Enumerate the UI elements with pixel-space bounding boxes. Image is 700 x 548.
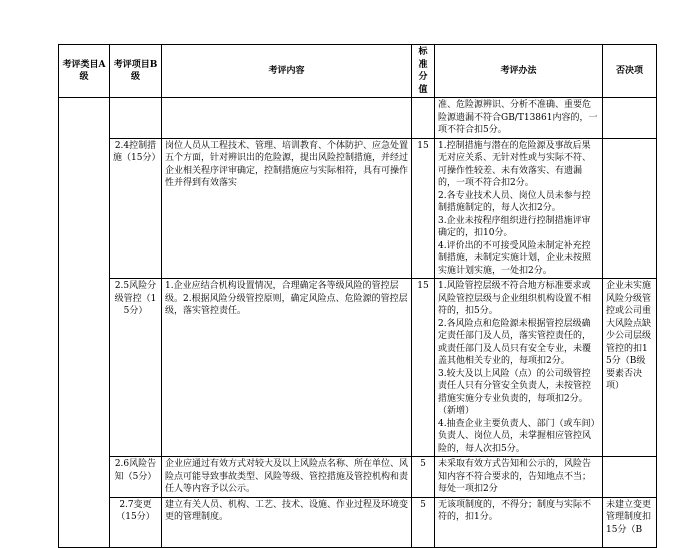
veto-cell	[603, 457, 657, 498]
content-cell: 企业应通过有效方式对较大及以上风险点名称、所在单位、风险点可能导致事故类型、风险等级、管控措施及管控机构和责任人等内容予以公示。	[162, 457, 412, 498]
content-cell: 建立有关人员、机构、工艺、技术、设施、作业过程及环境变更的管理制度。	[162, 497, 412, 547]
method-line: 无该项制度的，不得分；制度与实际不符的，扣1分。	[438, 499, 592, 522]
method-line: 1.控制措施与潜在的危险源及事故后果无对应关系、无针对性或与实际不符、可操作性较差、未有效落实、有遗漏的，一项不符合扣2分。	[438, 140, 592, 188]
method-line: 2.各风险点和危险源未根据管控层级确定责任部门及人员，落实管控责任的，或责任部门及人员只有安全专业，未覆盖其他相关专业的，每项扣2分。	[438, 318, 592, 366]
method-cell	[435, 279, 603, 457]
veto-cell: 未建立变更管理制度扣15分（B	[603, 497, 657, 547]
method-line: 1.风险管控层级不符合地方标准要求或风险管控层级与企业组织机构设置不相符的，扣5分。	[438, 281, 592, 316]
header-content: 考评内容	[162, 45, 412, 98]
table-row	[59, 279, 657, 457]
method-cell	[435, 457, 603, 498]
method-line: 3.较大及以上风险（点）的公司级管控责任人只有分管安全负责人，未按管控措施实施分专业负责的，每项扣2分。（新增）	[438, 368, 592, 416]
header-row	[59, 45, 657, 98]
header-veto: 否决项	[603, 45, 657, 98]
method-cell	[435, 98, 603, 139]
content-cell	[162, 98, 412, 139]
content-cell: 岗位人员从工程技术、管理、培训教育、个体防护、应急处置五个方面，针对辨识出的危险源，提出风险控制措施，并经过企业相关程序评审确定，控制措施应与实际相符，具有可操作性并得到有效落实	[162, 138, 412, 279]
header-score: 标准分值	[412, 45, 435, 98]
method-line: 3.企业未按程序组织进行控制措施评审确定的，扣10分。	[438, 215, 591, 238]
content-cell: 1.企业应结合机构设置情况，合理确定各等级风险的管控层级。2.根据风险分级管控原则，确定风险点、危险源的管控层级，落实管控责任。	[162, 279, 412, 457]
method-cell	[435, 497, 603, 547]
score-cell	[412, 98, 435, 139]
method-line: 2.各专业技术人员、岗位人员未参与控制措施制定的，每人次扣2分。	[438, 190, 591, 213]
veto-cell	[603, 98, 657, 139]
evaluation-table	[58, 44, 657, 548]
table-row	[59, 457, 657, 498]
item-b-cell: 2.7变更（15分）	[110, 497, 162, 547]
header-method: 考评办法	[435, 45, 603, 98]
item-b-cell	[110, 98, 162, 139]
header-category-a: 考评类目A级	[59, 45, 110, 98]
veto-cell: 企业未实施风险分级管控或公司重大风险点缺少公司层级管控的扣15分（B级要素否决项）	[603, 279, 657, 457]
item-b-cell: 2.5风险分级管控（15分）	[110, 279, 162, 457]
evaluation-table-page	[58, 44, 656, 535]
method-line: 4.评价出的不可接受风险未制定补充控制措施，未制定实施计划，企业未按照实施计划实施，一处扣2分。	[438, 240, 592, 276]
score-cell: 15	[412, 138, 435, 279]
method-line: 未采取有效方式告知和公示的，风险告知内容不符合要求的，告知地点不当；每处一项扣2分	[438, 459, 592, 494]
method-line: 准、危险源辨识、分析不准确、重要危险源遗漏不符合GB/T13861内容的，一项不符合扣5分。	[438, 100, 598, 135]
method-line: 4.抽查企业主要负责人、部门（或车间）负责人、岗位人员，未掌握相应管控风险的，每人次扣5分。	[438, 418, 596, 454]
score-cell: 5	[412, 457, 435, 498]
method-cell	[435, 138, 603, 279]
score-cell: 5	[412, 497, 435, 547]
category-a-cell	[59, 98, 110, 548]
table-row	[59, 98, 657, 139]
table-row	[59, 138, 657, 279]
veto-cell	[603, 138, 657, 279]
score-cell: 15	[412, 279, 435, 457]
item-b-cell: 2.6风险告知（5分）	[110, 457, 162, 498]
item-b-cell: 2.4控制措施（15分）	[110, 138, 162, 279]
table-row	[59, 497, 657, 547]
header-item-b: 考评项目B级	[110, 45, 162, 98]
